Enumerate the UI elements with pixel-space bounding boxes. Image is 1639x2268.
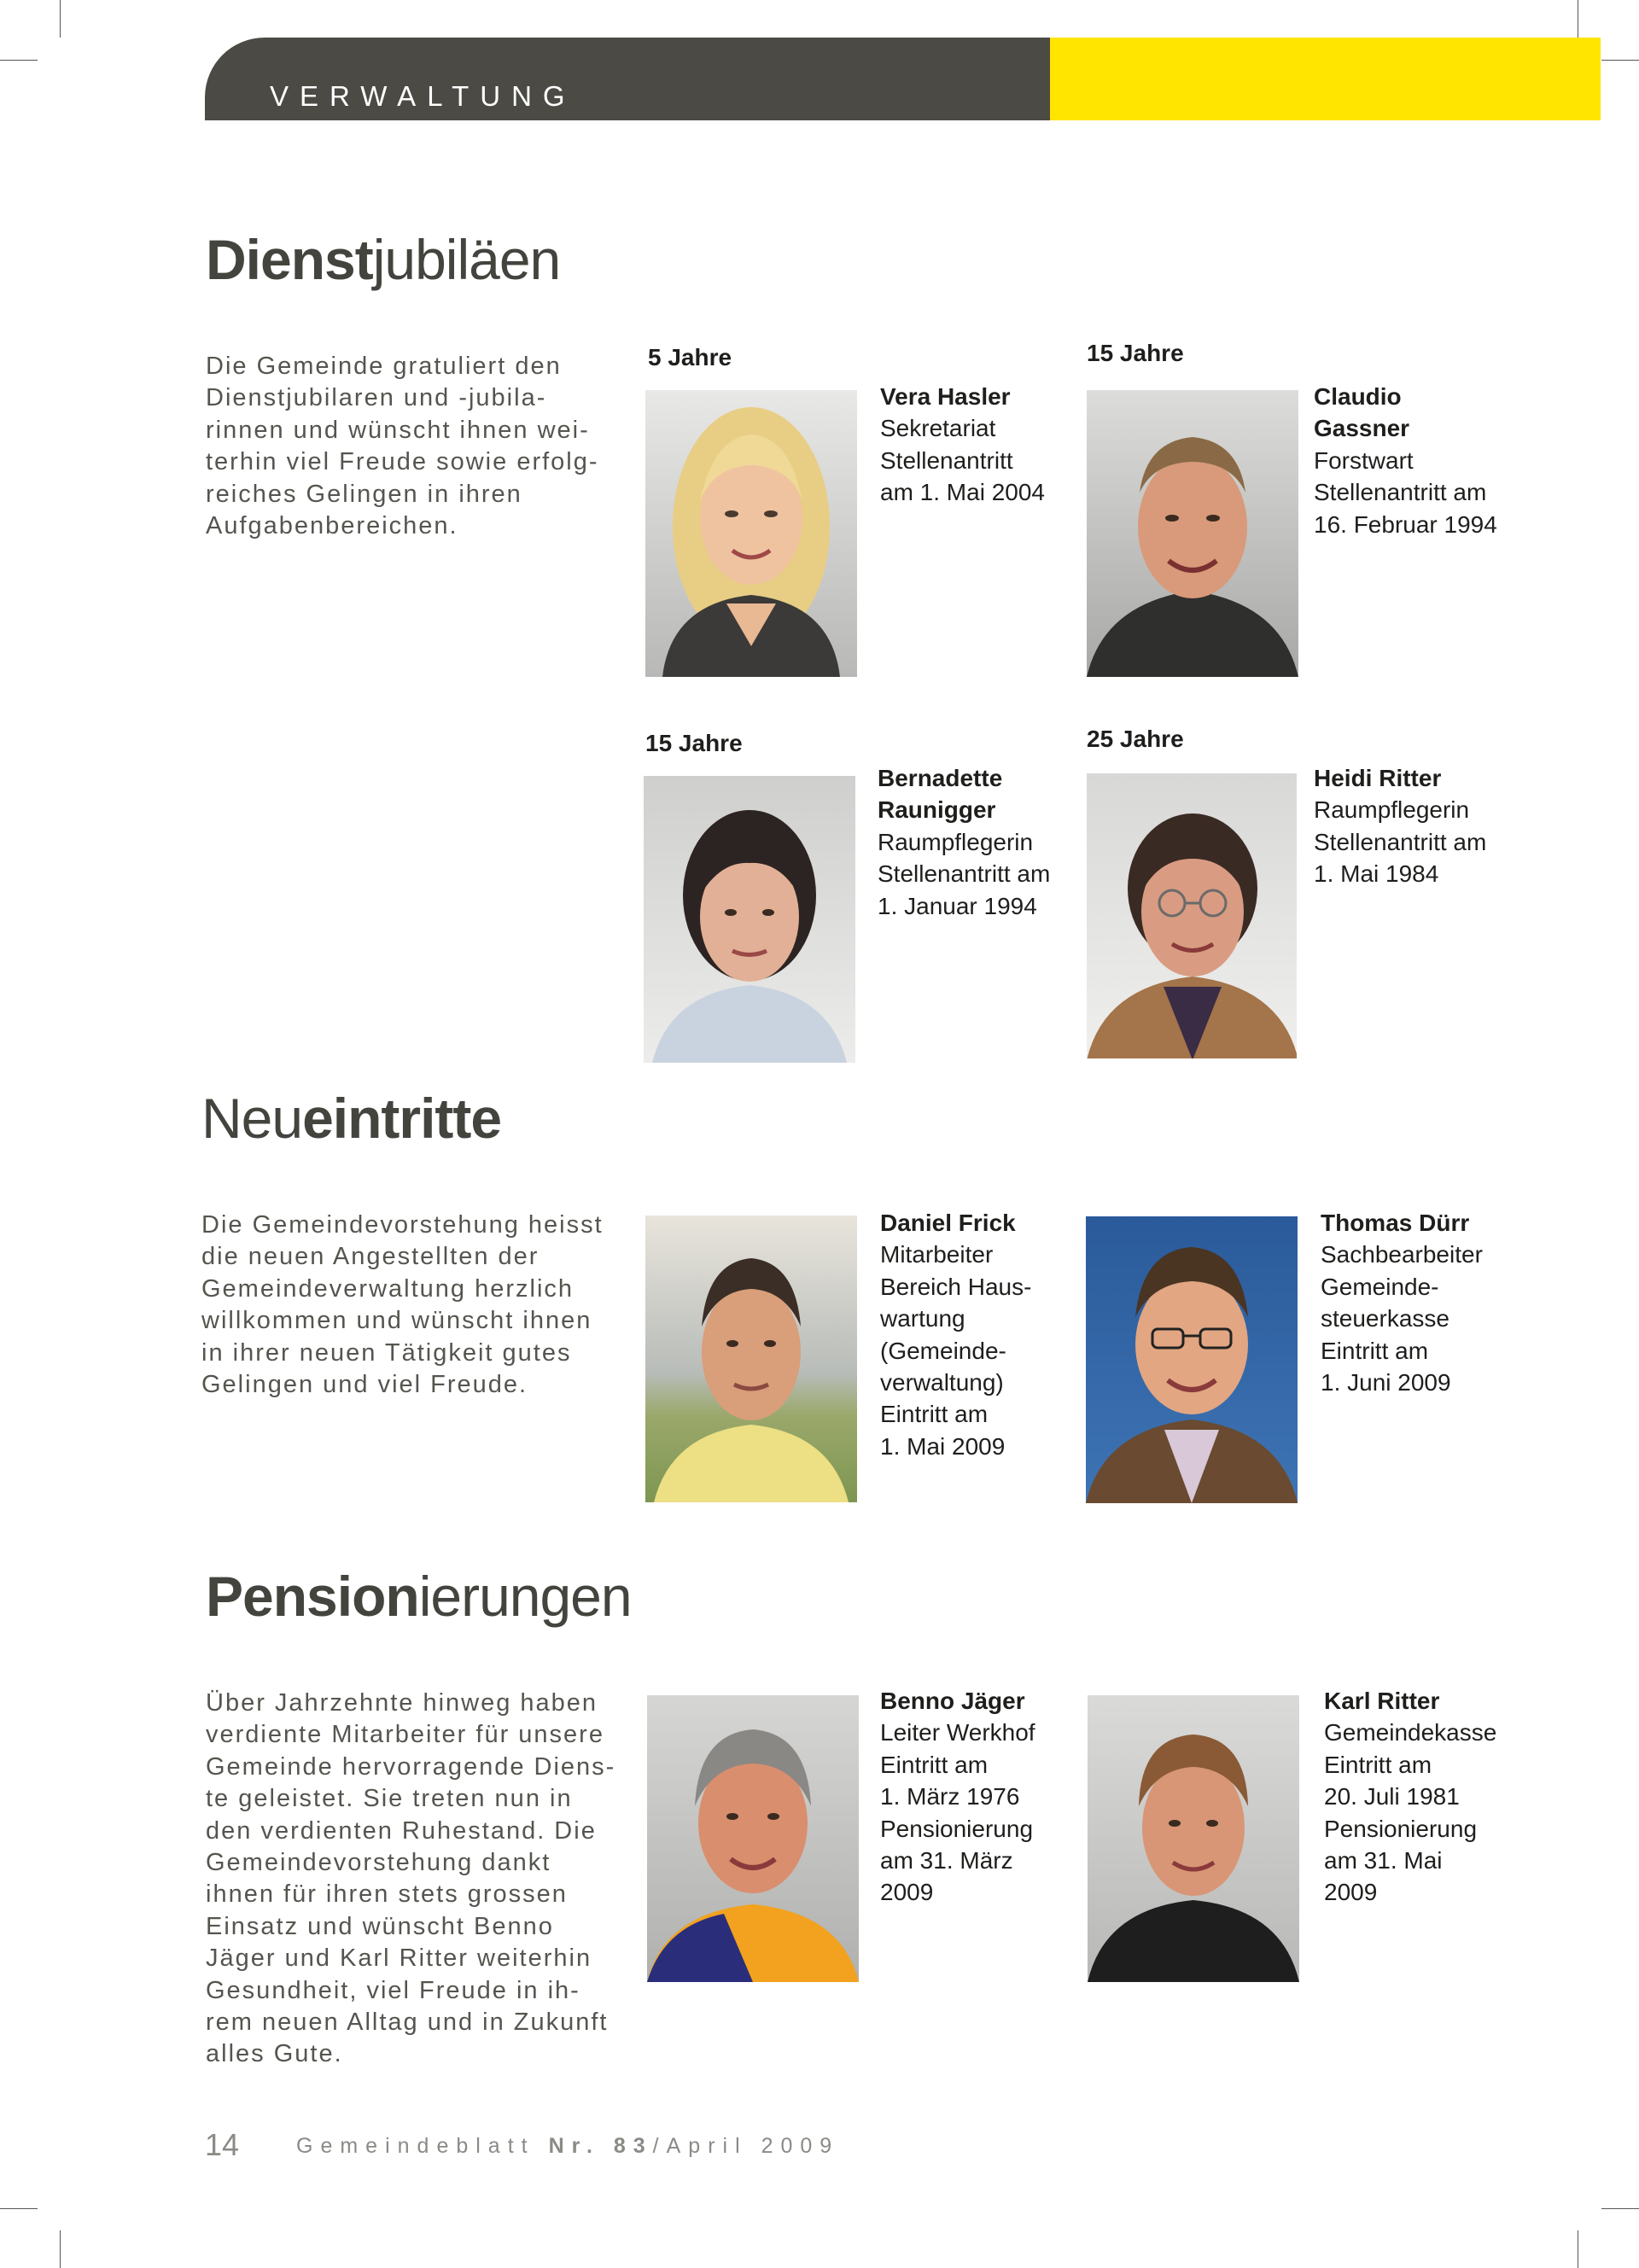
portrait-photo: [1087, 390, 1298, 677]
person-name: Raunigger: [878, 796, 996, 824]
title-regular-part: ierungen: [418, 1565, 632, 1628]
intro-line: terhin viel Freude sowie erfolg-: [206, 448, 599, 476]
person-caption: [880, 1685, 1035, 1909]
caption-line: Raumpflegerin: [878, 828, 1034, 855]
title-bold-part: Dienst: [206, 228, 373, 291]
person-caption: [878, 762, 1050, 922]
caption-line: Eintritt am: [880, 1401, 989, 1428]
person-name: Claudio: [1314, 383, 1402, 410]
caption-line: Stellenantritt am: [1314, 828, 1487, 855]
portrait-photo: [645, 390, 857, 677]
person-name: Daniel Frick: [880, 1210, 1016, 1236]
intro-line: Über Jahrzehnte hinweg haben: [206, 1689, 598, 1717]
page-number: 14: [205, 2127, 240, 2162]
intro-line: Dienstjubilaren und -jubila-: [206, 384, 547, 412]
caption-line: Stellenantritt: [880, 446, 1013, 474]
intro-line: Gemeinde hervorragende Diens-: [206, 1752, 616, 1781]
portrait-photo: [1087, 773, 1297, 1058]
caption-line: (Gemeinde-: [880, 1337, 1006, 1364]
caption-line: Pensionierung: [1324, 1815, 1478, 1842]
intro-line: Gemeindeverwaltung herzlich: [201, 1274, 575, 1303]
portrait-photo: [1086, 1216, 1298, 1503]
years-label: 15 Jahre: [1087, 340, 1184, 366]
intro-line: Gemeindevorstehung dankt: [206, 1849, 551, 1877]
title-regular-part: Neu: [201, 1087, 303, 1150]
intro-line: Gelingen und viel Freude.: [201, 1371, 528, 1399]
intro-line: Gesundheit, viel Freude in ih-: [206, 1976, 580, 2004]
caption-line: 1. Januar 1994: [878, 892, 1037, 919]
caption-line: am 31. März: [880, 1847, 1013, 1874]
intro-dienstjubilaeen: [206, 351, 599, 542]
issue-date: /April 2009: [652, 2134, 840, 2158]
section-title-pensionierungen: [206, 1565, 632, 1628]
intro-line: Die Gemeindevorstehung heisst: [201, 1211, 604, 1239]
intro-line: ihnen für ihren stets grossen: [206, 1880, 568, 1909]
caption-line: am 1. Mai 2004: [880, 479, 1045, 506]
caption-line: Gemeinde-: [1321, 1273, 1439, 1300]
person-name: Bernadette: [878, 765, 1003, 791]
section-header-band: [205, 38, 1601, 120]
section-label: VERWALTUNG: [270, 80, 576, 112]
intro-line: rinnen und wünscht ihnen wei-: [206, 416, 590, 444]
title-bold-part: Pension: [206, 1565, 419, 1628]
publication-name: Gemeindeblatt: [296, 2134, 535, 2158]
caption-line: am 31. Mai: [1324, 1847, 1443, 1874]
intro-line: Jäger und Karl Ritter weiterhin: [206, 1944, 592, 1973]
person-name: Benno Jäger: [880, 1688, 1025, 1714]
caption-line: 1. Mai 2009: [880, 1432, 1006, 1460]
intro-line: Aufgabenbereichen.: [206, 512, 458, 540]
person-caption: [1321, 1207, 1483, 1398]
intro-line: die neuen Angestellten der: [201, 1243, 540, 1271]
caption-line: steuerkasse: [1321, 1305, 1449, 1332]
caption-line: Eintritt am: [1321, 1337, 1429, 1364]
intro-line: Einsatz und wünscht Benno: [206, 1912, 554, 1940]
intro-neueintritte: [201, 1210, 604, 1401]
caption-line: 20. Juli 1981: [1324, 1783, 1460, 1810]
intro-line: in ihrer neuen Tätigkeit gutes: [201, 1338, 572, 1367]
caption-line: Leiter Werkhof: [880, 1719, 1035, 1746]
intro-pensionierungen: [206, 1688, 615, 2071]
footer-publication: [296, 2134, 839, 2159]
portrait-photo: [647, 1695, 859, 1982]
section-title-neueintritte: [201, 1087, 502, 1150]
person-name: Thomas Dürr: [1321, 1210, 1470, 1236]
person-name: Vera Hasler: [880, 383, 1011, 410]
caption-line: Raumpflegerin: [1314, 796, 1470, 824]
person-caption: [1314, 762, 1486, 890]
issue-number: Nr. 83: [548, 2134, 653, 2158]
intro-line: willkommen und wünscht ihnen: [201, 1307, 592, 1335]
title-regular-part: jubiläen: [372, 228, 561, 291]
caption-line: Gemeindekasse: [1324, 1719, 1497, 1746]
intro-line: den verdienten Ruhestand. Die: [206, 1816, 597, 1845]
person-caption: [1324, 1685, 1496, 1909]
header-yellow-bar: [1050, 38, 1601, 120]
caption-line: verwaltung): [880, 1369, 1004, 1396]
caption-line: Eintritt am: [1324, 1751, 1432, 1778]
years-label: 5 Jahre: [648, 344, 732, 370]
portrait-photo: [644, 776, 855, 1063]
person-caption: [1314, 381, 1497, 540]
caption-line: Sachbearbeiter: [1321, 1241, 1483, 1268]
caption-line: Stellenantritt am: [1314, 479, 1487, 506]
intro-line: Die Gemeinde gratuliert den: [206, 353, 562, 380]
intro-line: te geleistet. Sie treten nun in: [206, 1785, 573, 1813]
intro-line: reiches Gelingen in ihren: [206, 480, 522, 508]
caption-line: 1. Mai 1984: [1314, 860, 1439, 888]
intro-line: rem neuen Alltag und in Zukunft: [206, 2009, 609, 2037]
intro-line: alles Gute.: [206, 2040, 343, 2068]
person-caption: [880, 1207, 1031, 1462]
portrait-photo: [1088, 1695, 1299, 1982]
years-label: 25 Jahre: [1087, 726, 1184, 752]
years-label: 15 Jahre: [645, 730, 743, 756]
caption-line: Sekretariat: [880, 415, 996, 442]
caption-line: Bereich Haus-: [880, 1273, 1032, 1300]
caption-line: wartung: [880, 1305, 965, 1332]
section-title-dienstjubilaeen: [206, 228, 561, 291]
caption-line: Forstwart: [1314, 446, 1414, 474]
person-name: Karl Ritter: [1324, 1688, 1440, 1714]
caption-line: Mitarbeiter: [880, 1241, 994, 1268]
title-bold-part: eintritte: [302, 1087, 502, 1150]
caption-line: 1. März 1976: [880, 1783, 1020, 1810]
caption-line: 2009: [880, 1879, 934, 1906]
caption-line: Eintritt am: [880, 1751, 989, 1778]
caption-line: 2009: [1324, 1879, 1378, 1906]
caption-line: Pensionierung: [880, 1815, 1034, 1842]
intro-line: verdiente Mitarbeiter für unsere: [206, 1721, 604, 1749]
portrait-photo: [645, 1216, 857, 1502]
person-caption: [880, 381, 1045, 509]
caption-line: 16. Februar 1994: [1314, 510, 1497, 538]
caption-line: Stellenantritt am: [878, 860, 1051, 888]
caption-line: 1. Juni 2009: [1321, 1369, 1451, 1396]
person-name: Heidi Ritter: [1314, 765, 1442, 791]
person-name: Gassner: [1314, 415, 1410, 442]
